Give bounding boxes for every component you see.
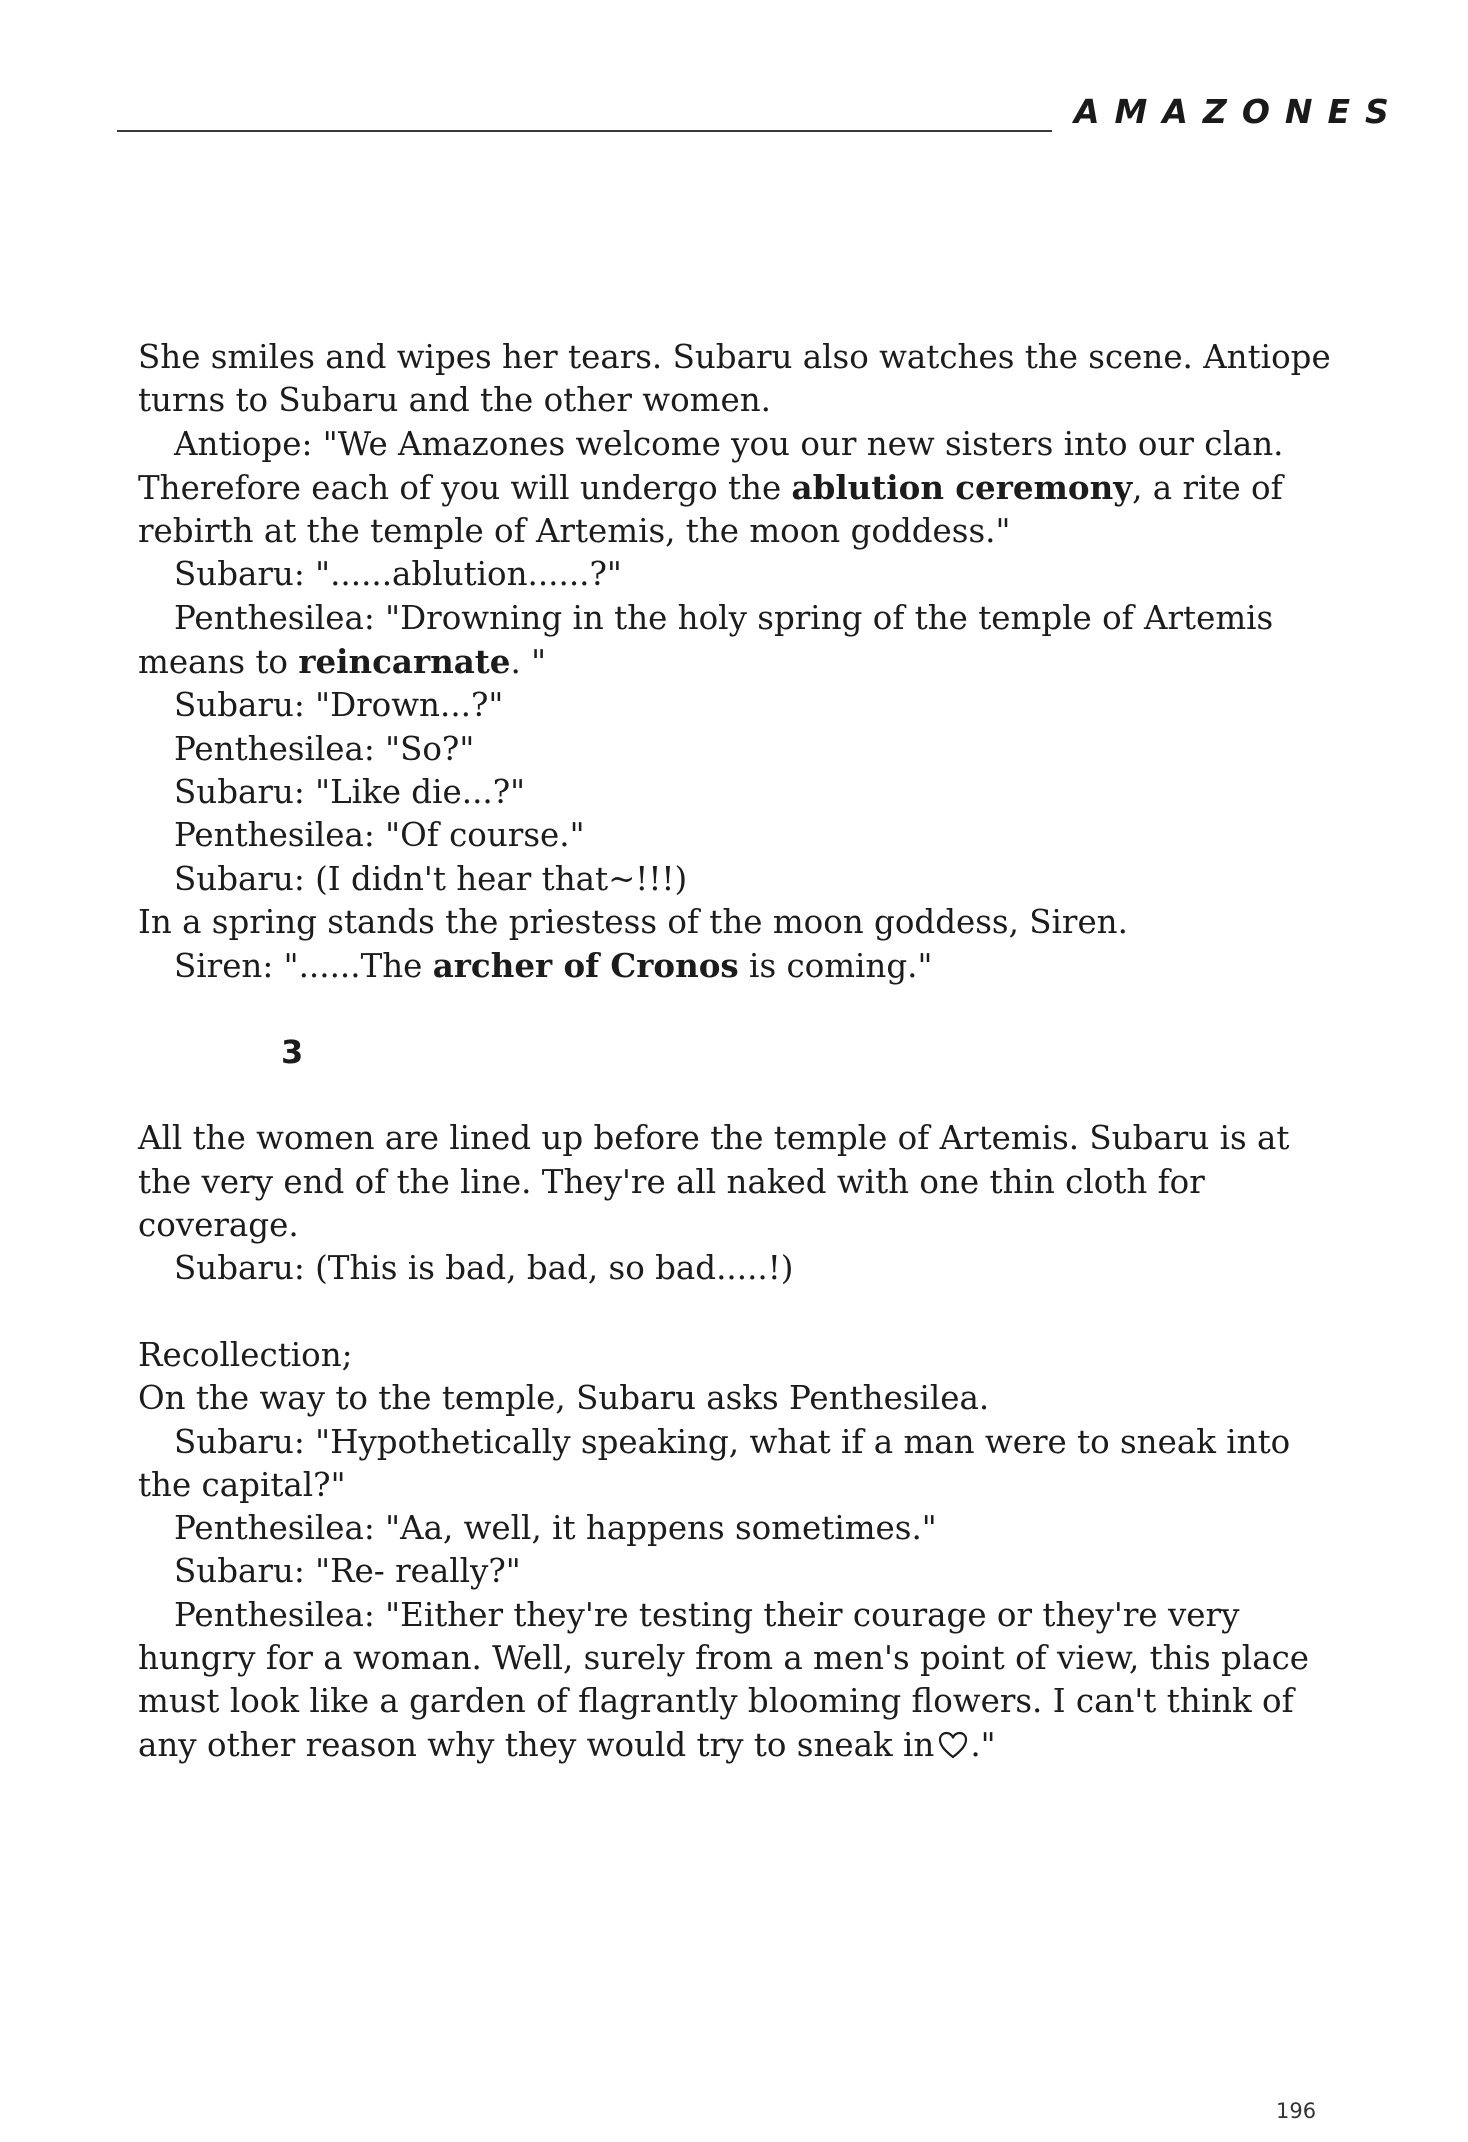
header-rule — [117, 130, 1052, 132]
dialogue-line: Siren: "......The archer of Cronos is coming." — [174, 946, 933, 986]
dialogue-line: Penthesilea: "Either they're testing their courage or they're very — [174, 1595, 1240, 1634]
running-header-title: AMAZONES — [1074, 92, 1404, 131]
text-line: Recollection; — [138, 1335, 353, 1374]
text-line: On the way to the temple, Subaru asks Penthesilea. — [138, 1379, 990, 1418]
dialogue-line: Subaru: "Drown...?" — [174, 686, 504, 725]
dialogue-line: Subaru: (This is bad, bad, so bad.....!) — [174, 1249, 794, 1288]
text-line: the capital?" — [138, 1465, 346, 1504]
page-number: 196 — [1276, 2099, 1317, 2123]
dialogue-line: Subaru: (I didn't hear that~!!!) — [174, 859, 688, 898]
body-text — [138, 336, 1368, 1767]
text-line: She smiles and wipes her tears. Subaru also watches the scene. Antiope — [138, 338, 1331, 376]
text-line: hungry for a woman. Well, surely from a men's point of view, this place — [138, 1639, 1310, 1678]
text-line: means to reincarnate. " — [138, 642, 547, 682]
dialogue-line: Subaru: "Hypothetically speaking, what if a man were to sneak into — [174, 1422, 1291, 1461]
text-line: In a spring stands the priestess of the moon goddess, Siren. — [138, 902, 1128, 941]
text-line: coverage. — [138, 1206, 299, 1245]
dialogue-line: Subaru: "Like die...?" — [174, 772, 526, 811]
text-line: rebirth at the temple of Artemis, the moon goddess." — [138, 512, 1011, 551]
dialogue-line: Subaru: "......ablution......?" — [174, 555, 622, 594]
term-ablution-ceremony: ablution ceremony — [791, 467, 1133, 507]
text-line: turns to Subaru and the other women. — [138, 381, 771, 420]
section-number: 3 — [281, 1033, 304, 1072]
text-line: the very end of the line. They're all naked with one thin cloth for — [138, 1162, 1205, 1201]
dialogue-line: Penthesilea: "So?" — [174, 729, 475, 768]
heart-icon — [938, 1731, 968, 1759]
text-line: Therefore each of you will undergo the ablution ceremony, a rite of — [138, 467, 1283, 507]
term-archer-of-cronos: archer of Cronos — [432, 946, 739, 986]
text-line: All the women are lined up before the temple of Artemis. Subaru is at — [138, 1119, 1290, 1158]
dialogue-line: Antiope: "We Amazones welcome you our new sisters into our clan. — [174, 424, 1284, 463]
dialogue-line: Subaru: "Re- really?" — [174, 1552, 521, 1591]
dialogue-line: Penthesilea: "Of course." — [174, 816, 585, 855]
dialogue-line: Penthesilea: "Drowning in the holy spring of the temple of Artemis — [174, 598, 1274, 637]
text-line: must look like a garden of flagrantly blooming flowers. I can't think of — [138, 1682, 1294, 1721]
text-line: any other reason why they would try to sneak in ." — [138, 1725, 996, 1764]
term-reincarnate: reincarnate — [298, 642, 511, 682]
dialogue-line: Penthesilea: "Aa, well, it happens sometimes." — [174, 1509, 937, 1548]
